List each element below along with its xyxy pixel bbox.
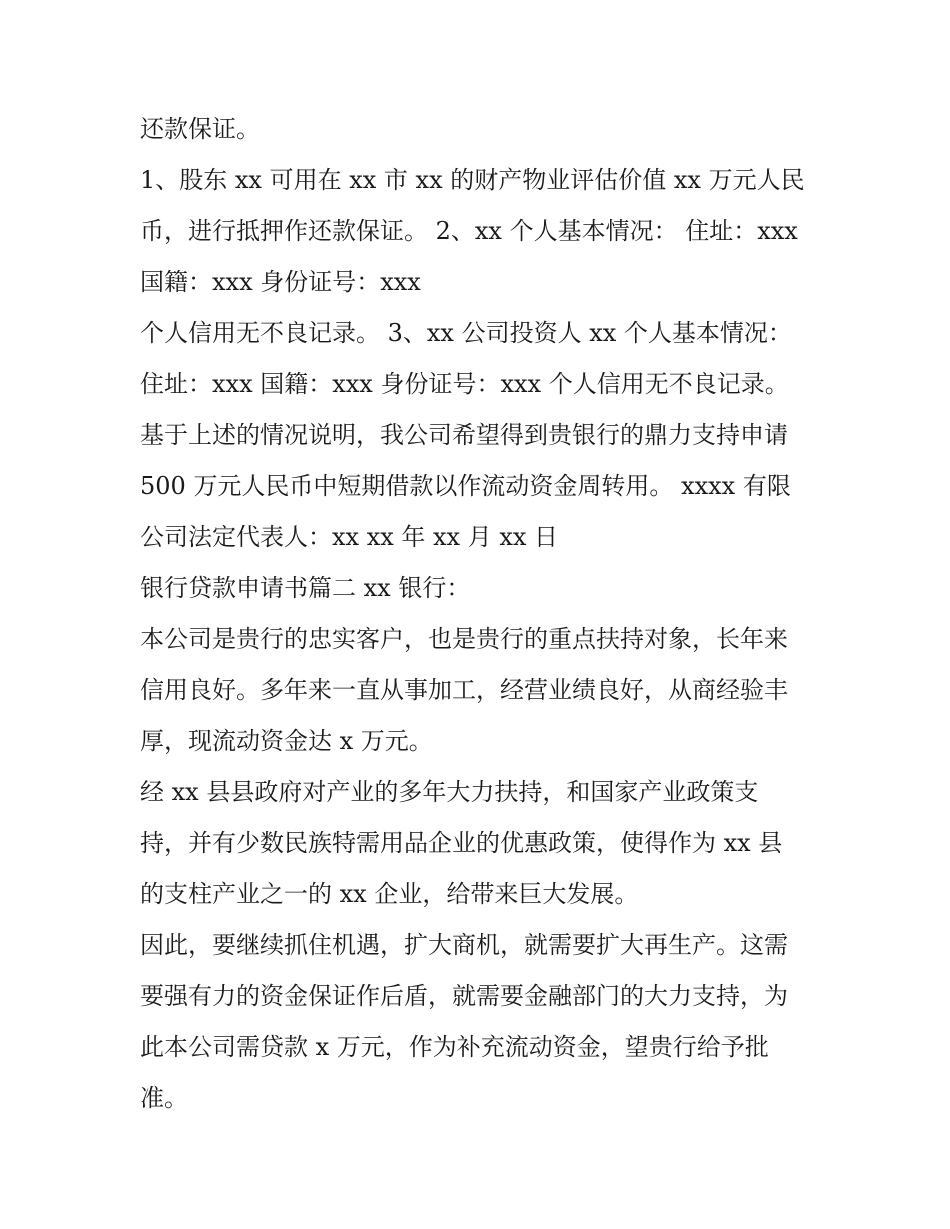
text-line: 个人信用无不良记录。 3、xx 公司投资人 xx 个人基本情况： [140,319,792,347]
text-line: 持，并有少数民族特需用品企业的优惠政策，使得作为 xx 县 [140,829,783,857]
text-line: 500 万元人民币中短期借款以作流动资金周转用。 xxxx 有限 [140,472,791,500]
text-line: 的支柱产业之一的 xx 企业，给带来巨大发展。 [140,880,639,908]
text-line: 基于上述的情况说明，我公司希望得到贵银行的鼎力支持申请 [140,421,788,449]
text-line: 厚，现流动资金达 x 万元。 [140,727,433,755]
text-line: 币，进行抵押作还款保证。 2、xx 个人基本情况： 住址：xxx [140,217,798,245]
text-line: 准。 [140,1084,188,1112]
text-line: 1、股东 xx 可用在 xx 市 xx 的财产物业评估价值 xx 万元人民 [140,166,805,194]
text-line: 要强有力的资金保证作后盾，就需要金融部门的大力支持，为 [140,982,788,1010]
text-line: 还款保证。 [140,115,260,143]
text-line: 本公司是贵行的忠实客户，也是贵行的重点扶持对象，长年来 [140,625,788,653]
document-body [140,104,820,1124]
text-line: 此本公司需贷款 x 万元，作为补充流动资金，望贵行给予批 [140,1033,769,1061]
text-line: 住址：xxx 国籍：xxx 身份证号：xxx 个人信用无不良记录。 [140,370,789,398]
text-line: 公司法定代表人：xx xx 年 xx 月 xx 日 [140,523,559,551]
section-heading: 银行贷款申请书篇二 xx 银行： [140,574,471,602]
text-line: 信用良好。多年来一直从事加工，经营业绩良好，从商经验丰 [140,676,788,704]
text-line: 经 xx 县县政府对产业的多年大力扶持，和国家产业政策支 [140,778,759,806]
text-line: 国籍：xxx 身份证号：xxx [140,268,421,296]
text-line: 因此，要继续抓住机遇，扩大商机，就需要扩大再生产。这需 [140,931,788,959]
